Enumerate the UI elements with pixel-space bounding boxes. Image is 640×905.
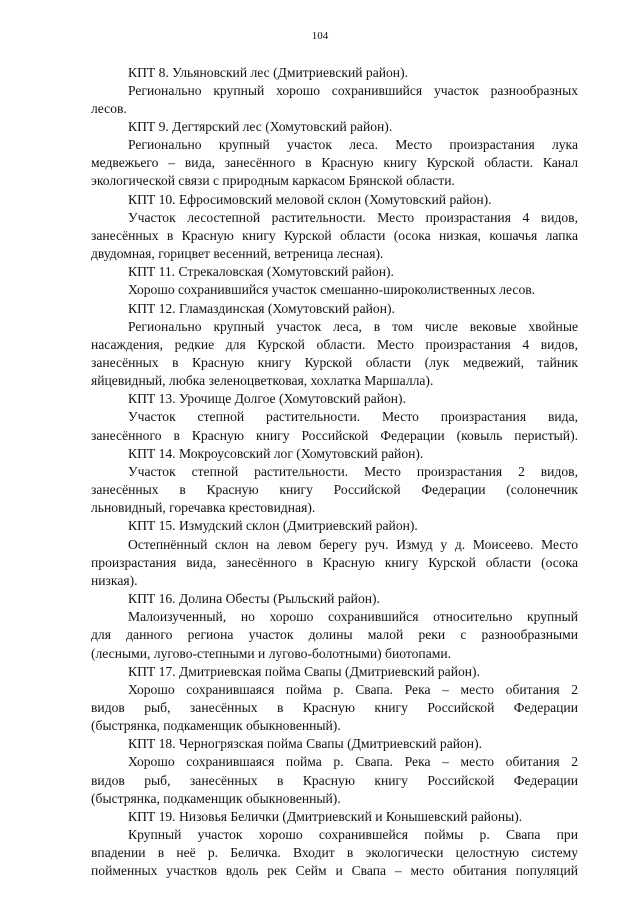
text-line: Участок лесостепной растительности. Место произрастания 4 видов,: [128, 209, 578, 225]
text-line: пойменных участков вдоль рек Сейм и Свапа – место обитания популяций: [91, 863, 578, 879]
text-line: Хорошо сохранившаяся пойма р. Свапа. Река – место обитания 2: [128, 754, 578, 770]
text-line: насаждения, редкие для Курской области. Место произрастания 4 видов,: [91, 336, 578, 352]
text-line: Регионально крупный участок леса, в том числе вековые хвойные: [128, 318, 578, 334]
text-line: двудомная, горицвет весенний, ветреница лесная).: [91, 246, 384, 262]
text-line: (быстрянка, подкаменщик обыкновенный).: [91, 718, 341, 734]
text-line: КПТ 19. Низовья Белички (Дмитриевский и Конышевский районы).: [128, 808, 523, 824]
text-line: видов рыб, занесённых в Красную книгу Российской Федерации: [91, 699, 578, 715]
text-line: (быстрянка, подкаменщик обыкновенный).: [91, 790, 341, 806]
text-line: Участок степной растительности. Место произрастания 2 видов,: [128, 463, 578, 479]
text-line: яйцевидный, любка зеленоцветковая, хохлатка Маршалла).: [91, 373, 434, 389]
text-line: Регионально крупный хорошо сохранившийся участок разнообразных: [128, 82, 578, 98]
text-line: Хорошо сохранившаяся пойма р. Свапа. Река – место обитания 2: [128, 681, 578, 697]
page-number: 104: [311, 30, 329, 42]
text-line: льновидный, горечавка крестовидная).: [91, 500, 316, 516]
text-line: низкая).: [91, 572, 138, 588]
text-line: (лесными, лугово-степными и лугово-болотными) биотопами.: [91, 645, 452, 661]
text-line: медвежьего – вида, занесённого в Красную книгу Курской области. Канал: [91, 155, 578, 171]
text-line: КПТ 18. Черногрязская пойма Свапы (Дмитриевский район).: [128, 736, 482, 752]
text-line: Хорошо сохранившийся участок смешанно-широколиственных лесов.: [128, 282, 536, 298]
text-line: Крупный участок хорошо сохранившейся поймы р. Свапа при: [128, 827, 578, 843]
text-line: занесённых в Красную книгу Курской области (осока низкая, кошачья лапка: [91, 227, 578, 243]
text-line: занесённых в Красную книгу Курской области (лук медвежий, тайник: [91, 355, 578, 370]
text-line: КПТ 9. Дегтярский лес (Хомутовский район).: [128, 118, 393, 134]
text-line: для данного региона участок долины малой реки с разнообразными: [91, 627, 578, 643]
text-line: лесов.: [91, 100, 127, 116]
text-line: КПТ 13. Урочище Долгое (Хомутовский район).: [128, 391, 406, 407]
text-line: Малоизученный, но хорошо сохранившийся относительно крупный: [128, 609, 578, 625]
document-body: [91, 64, 578, 881]
text-line: КПТ 14. Мокроусовский лог (Хомутовский район).: [128, 445, 424, 461]
text-line: Участок степной растительности. Место произрастания вида,: [128, 409, 578, 425]
text-line: Регионально крупный участок леса. Место произрастания лука: [128, 137, 578, 153]
text-line: произрастания вида, занесённого в Красную книгу Курской области (осока: [91, 554, 578, 570]
text-line: КПТ 15. Измудский склон (Дмитриевский район).: [128, 518, 418, 534]
text-line: КПТ 8. Ульяновский лес (Дмитриевский район).: [128, 64, 409, 80]
text-line: занесённого в Красную книгу Российской Федерации (ковыль перистый).: [91, 427, 578, 443]
text-line: КПТ 17. Дмитриевская пойма Свапы (Дмитриевский район).: [128, 663, 480, 679]
text-line: КПТ 16. Долина Обесты (Рыльский район).: [128, 591, 380, 607]
text-line: КПТ 11. Стрекаловская (Хомутовский район).: [128, 264, 394, 280]
text-line: видов рыб, занесённых в Красную книгу Российской Федерации: [91, 772, 578, 788]
text-line: впадении в неё р. Беличка. Входит в экологически целостную систему: [91, 845, 578, 861]
text-line: Остепнённый склон на левом берегу руч. Измуд у д. Моисеево. Место: [128, 536, 578, 552]
text-line: экологической связи с природным каркасом Брянской области.: [91, 173, 455, 189]
text-line: КПТ 12. Гламаздинская (Хомутовский район).: [128, 300, 395, 316]
text-line: КПТ 10. Ефросимовский меловой склон (Хомутовский район).: [128, 191, 492, 207]
text-line: занесённых в Красную книгу Российской Федерации (солонечник: [91, 482, 578, 498]
